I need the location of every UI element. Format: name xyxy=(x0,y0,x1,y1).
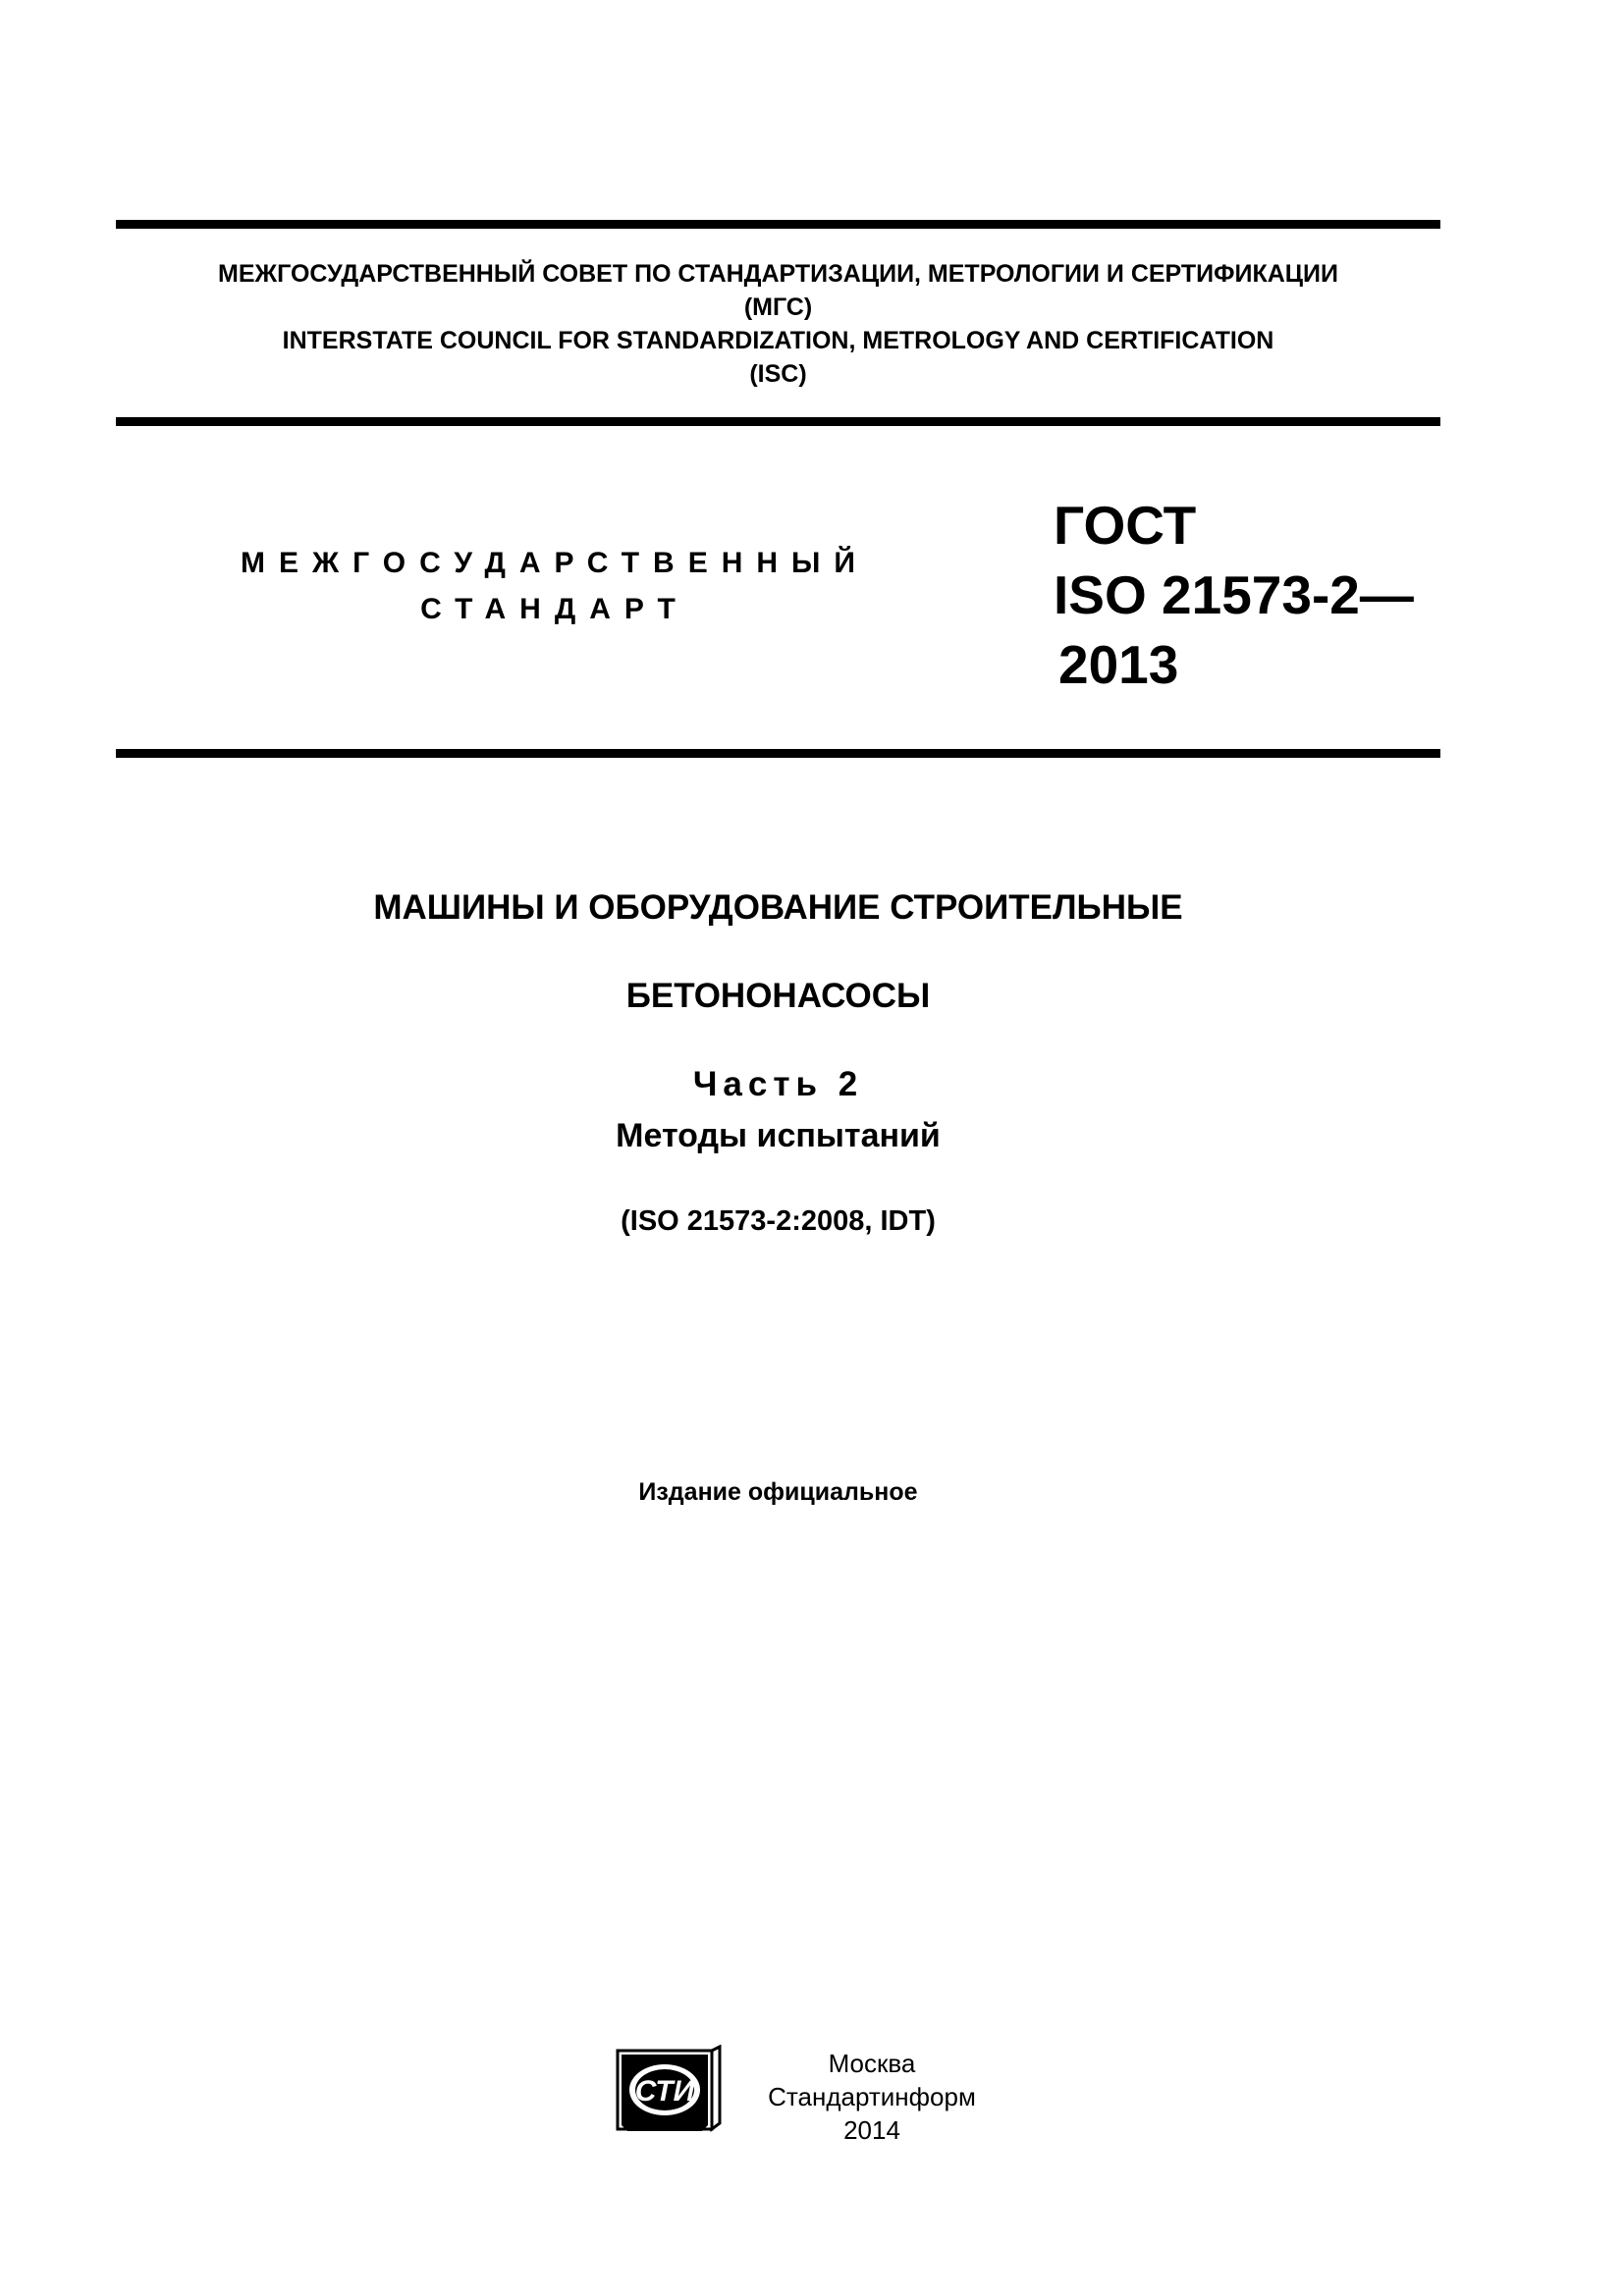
designation-iso-number: ISO 21573-2— xyxy=(1054,564,1414,625)
publisher-imprint xyxy=(746,2047,998,2147)
council-name-ru: МЕЖГОСУДАРСТВЕННЫЙ СОВЕТ ПО СТАНДАРТИЗАЦИИ, МЕТРОЛОГИИ И СЕРТИФИКАЦИИ xyxy=(218,260,1338,288)
standartinform-logo-icon xyxy=(616,2045,724,2133)
document-subtitle: БЕТОНОНАСОСЫ xyxy=(625,977,931,1015)
council-abbr-ru: (МГС) xyxy=(743,294,813,321)
top-rule xyxy=(116,220,1440,229)
designation-gost: ГОСТ xyxy=(1054,495,1197,556)
publisher-year: 2014 xyxy=(843,2115,900,2145)
publisher-city: Москва xyxy=(828,2049,916,2078)
part-label: Часть 2 xyxy=(692,1065,864,1103)
standard-type-line2: СТАНДАРТ xyxy=(420,593,689,625)
document-title: МАШИНЫ И ОБОРУДОВАНИЕ СТРОИТЕЛЬНЫЕ xyxy=(373,888,1183,927)
standard-designation xyxy=(1054,491,1414,700)
designation-year: 2013 xyxy=(1058,634,1179,695)
council-name-en: INTERSTATE COUNCIL FOR STANDARDIZATION, METROLOGY AND CERTIFICATION xyxy=(282,327,1274,354)
iso-reference: (ISO 21573-2:2008, IDT) xyxy=(621,1205,936,1237)
council-header xyxy=(116,257,1440,391)
edition-note: Издание официальное xyxy=(638,1478,918,1506)
svg-text:СТИ: СТИ xyxy=(634,2075,695,2108)
standard-type-label xyxy=(196,540,913,632)
publisher-name: Стандартинформ xyxy=(768,2082,976,2111)
council-abbr-en: (ISC) xyxy=(749,360,807,388)
council-bottom-rule xyxy=(116,417,1440,426)
designation-bottom-rule xyxy=(116,749,1440,758)
part-name: Методы испытаний xyxy=(616,1117,941,1154)
standard-type-line1: МЕЖГОСУДАРСТВЕННЫЙ xyxy=(241,547,869,579)
